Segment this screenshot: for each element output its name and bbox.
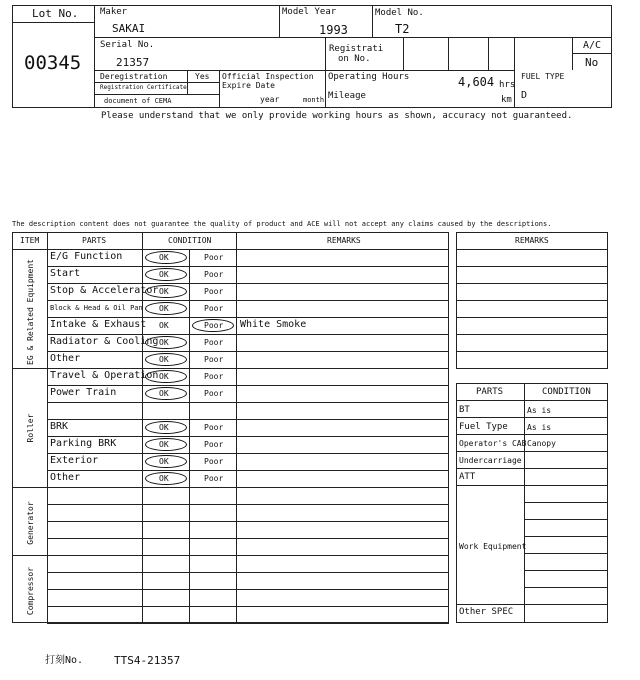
- poor-option[interactable]: Poor: [204, 423, 224, 432]
- row-part: Exterior: [50, 455, 99, 466]
- pc-cond-fuel: As is: [527, 423, 552, 432]
- ok-circle: [145, 251, 187, 264]
- ok-circle: [145, 438, 187, 451]
- ok-circle: [145, 387, 187, 400]
- divider: [456, 351, 608, 352]
- poor-option[interactable]: Poor: [204, 355, 224, 364]
- poor-option[interactable]: Poor: [204, 474, 224, 483]
- divider: [94, 82, 219, 83]
- poor-option[interactable]: Poor: [204, 321, 224, 330]
- divider: [219, 70, 220, 108]
- divider: [94, 37, 612, 38]
- divider: [325, 37, 326, 108]
- divider: [456, 283, 608, 284]
- ok-circle: [145, 336, 187, 349]
- poor-option[interactable]: Poor: [204, 440, 224, 449]
- poor-option[interactable]: Poor: [204, 253, 224, 262]
- mileage-label: Mileage: [328, 91, 366, 101]
- poor-option[interactable]: Poor: [204, 287, 224, 296]
- disclaimer: The description content does not guarantee the quality of product and ACE will not accept any claims caused by the descriptions.: [12, 220, 552, 228]
- divider: [47, 589, 449, 590]
- ok-circle: [145, 302, 187, 315]
- ok-circle: [145, 421, 187, 434]
- condition-header: CONDITION: [542, 387, 591, 397]
- divider: [514, 37, 515, 108]
- divider: [47, 283, 449, 284]
- divider: [47, 385, 449, 386]
- poor-option[interactable]: Poor: [204, 304, 224, 313]
- divider: [456, 417, 608, 418]
- official-inspection-label: Official Inspection: [222, 72, 314, 81]
- divider: [12, 368, 449, 369]
- ok-option[interactable]: OK: [159, 423, 169, 432]
- operating-hours-value: 4,604: [458, 75, 495, 89]
- divider: [94, 94, 219, 95]
- other-spec-label: Other SPEC: [459, 607, 514, 617]
- divider: [456, 400, 608, 401]
- pc-cond-cab: Canopy: [527, 439, 556, 448]
- divider: [524, 553, 608, 554]
- col-parts-header: PARTS: [82, 236, 107, 245]
- row-part: Other: [50, 353, 81, 364]
- model-no-label: Model No.: [375, 8, 424, 18]
- row-part: Stop & Accelerator: [50, 285, 159, 296]
- divider: [94, 5, 95, 108]
- operating-hours-label: Operating Hours: [328, 72, 410, 82]
- work-equipment-label: Work Equipment: [459, 542, 527, 551]
- ok-circle: [145, 455, 187, 468]
- lot-no-label: Lot No.: [32, 7, 79, 20]
- divider: [47, 266, 449, 267]
- divider: [448, 37, 449, 70]
- divider: [572, 53, 612, 54]
- divider: [456, 249, 608, 250]
- ok-option[interactable]: OK: [159, 321, 169, 330]
- pc-part-undercarriage: Undercarriage: [459, 456, 522, 465]
- divider: [47, 232, 48, 623]
- divider: [372, 5, 373, 37]
- ok-option[interactable]: OK: [159, 304, 169, 313]
- poor-circle: [192, 319, 234, 332]
- stamp-label: 打刻No.: [45, 655, 84, 666]
- official-inspection-label: Expire Date: [222, 81, 275, 90]
- row-part: E/G Function: [50, 251, 123, 262]
- deregistration-label: Deregistration: [100, 72, 168, 81]
- pc-part-att: ATT: [459, 472, 476, 482]
- divider: [524, 519, 608, 520]
- row-part: Start: [50, 268, 81, 279]
- ok-option[interactable]: OK: [159, 338, 169, 347]
- divider: [456, 334, 608, 335]
- hrs-label: hrs: [499, 80, 516, 90]
- divider: [456, 300, 608, 301]
- row-part: Radiator & Cooling: [50, 336, 159, 347]
- divider: [488, 37, 489, 70]
- km-label: km: [501, 95, 512, 105]
- registration-certificate-label: Registration Certificate: [100, 84, 187, 91]
- divider: [47, 470, 449, 471]
- model-year-value: 1993: [319, 23, 348, 37]
- divider: [524, 570, 608, 571]
- serial-no-label: Serial No.: [100, 40, 155, 50]
- section-label-roller: Roller: [26, 413, 35, 443]
- divider: [47, 504, 449, 505]
- divider: [47, 300, 449, 301]
- divider: [47, 606, 449, 607]
- fuel-type-label: FUEL TYPE: [521, 72, 565, 81]
- divider: [12, 22, 94, 23]
- month-label: month: [303, 96, 325, 104]
- poor-option[interactable]: Poor: [204, 457, 224, 466]
- divider: [456, 451, 608, 452]
- divider: [456, 485, 608, 486]
- pc-part-bt: BT: [459, 405, 470, 415]
- pc-cond-bt: As is: [527, 406, 552, 415]
- stamp-value: TTS4-21357: [114, 654, 181, 667]
- divider: [47, 351, 449, 352]
- model-no-value: T2: [395, 22, 410, 36]
- divider: [572, 37, 573, 70]
- maker-value: SAKAI: [112, 22, 146, 35]
- divider: [12, 487, 449, 488]
- row-part: Block & Head & Oil Pan: [50, 304, 143, 312]
- divider: [47, 334, 449, 335]
- fuel-type-value: D: [521, 90, 528, 101]
- row-part: Power Train: [50, 387, 117, 398]
- model-year-label: Model Year: [282, 7, 337, 17]
- divider: [47, 317, 449, 318]
- ac-label: A/C: [583, 40, 602, 51]
- ok-circle: [145, 353, 187, 366]
- ok-option[interactable]: OK: [159, 355, 169, 364]
- row-part: Intake & Exhaust: [50, 319, 147, 330]
- divider: [47, 402, 449, 403]
- ok-option[interactable]: OK: [159, 270, 169, 279]
- divider: [236, 232, 237, 623]
- divider: [524, 536, 608, 537]
- divider: [47, 572, 449, 573]
- pc-part-cab: Operator's CAB: [459, 439, 527, 448]
- divider: [12, 555, 449, 556]
- row-remark: White Smoke: [240, 319, 307, 330]
- divider: [12, 249, 449, 250]
- col-condition-header: CONDITION: [168, 236, 212, 245]
- ok-circle: [145, 285, 187, 298]
- divider: [456, 434, 608, 435]
- section-label-generator: Generator: [26, 501, 35, 545]
- divider: [47, 623, 449, 624]
- divider: [524, 502, 608, 503]
- divider: [47, 538, 449, 539]
- divider: [456, 468, 608, 469]
- divider: [279, 5, 280, 37]
- ok-circle: [145, 472, 187, 485]
- poor-option[interactable]: Poor: [204, 389, 224, 398]
- divider: [47, 521, 449, 522]
- poor-option[interactable]: Poor: [204, 372, 224, 381]
- divider: [456, 604, 608, 605]
- divider: [187, 70, 188, 94]
- divider: [47, 419, 449, 420]
- ok-circle: [145, 268, 187, 281]
- year-label: year: [260, 95, 280, 104]
- poor-option[interactable]: Poor: [204, 270, 224, 279]
- row-part: Other: [50, 472, 81, 483]
- ok-option[interactable]: OK: [159, 474, 169, 483]
- col-remarks-header: REMARKS: [327, 236, 361, 245]
- ok-option[interactable]: OK: [159, 253, 169, 262]
- col-item-header: ITEM: [20, 236, 40, 245]
- registration-no-label: Registrati: [329, 44, 384, 54]
- ok-circle: [145, 370, 187, 383]
- divider: [524, 587, 608, 588]
- divider: [456, 266, 608, 267]
- ok-option[interactable]: OK: [159, 457, 169, 466]
- divider: [47, 436, 449, 437]
- serial-no-value: 21357: [116, 56, 150, 69]
- section-label-eg: EG & Related Equipment: [26, 259, 35, 365]
- maker-label: Maker: [100, 7, 128, 17]
- section-label-compressor: Compressor: [26, 566, 35, 616]
- pc-part-fuel: Fuel Type: [459, 422, 508, 432]
- registration-no-label: on No.: [338, 54, 371, 64]
- hours-note: Please understand that we only provide working hours as shown, accuracy not guaranteed.: [101, 111, 573, 121]
- poor-option[interactable]: Poor: [204, 338, 224, 347]
- ok-option[interactable]: OK: [159, 440, 169, 449]
- ok-option[interactable]: OK: [159, 372, 169, 381]
- divider: [94, 70, 514, 71]
- deregistration-value: Yes: [195, 72, 210, 81]
- row-part: BRK: [50, 421, 69, 432]
- row-part: Parking BRK: [50, 438, 117, 449]
- ok-option[interactable]: OK: [159, 287, 169, 296]
- parts-header: PARTS: [476, 387, 504, 397]
- remarks-header: REMARKS: [515, 236, 549, 245]
- divider: [47, 453, 449, 454]
- divider: [403, 37, 404, 70]
- row-part: Travel & Operation: [50, 370, 159, 381]
- divider: [456, 317, 608, 318]
- ac-value: No: [585, 56, 599, 69]
- document-of-cema-label: document of CEMA: [104, 97, 172, 105]
- ok-option[interactable]: OK: [159, 389, 169, 398]
- lot-no-value: 00345: [24, 52, 82, 74]
